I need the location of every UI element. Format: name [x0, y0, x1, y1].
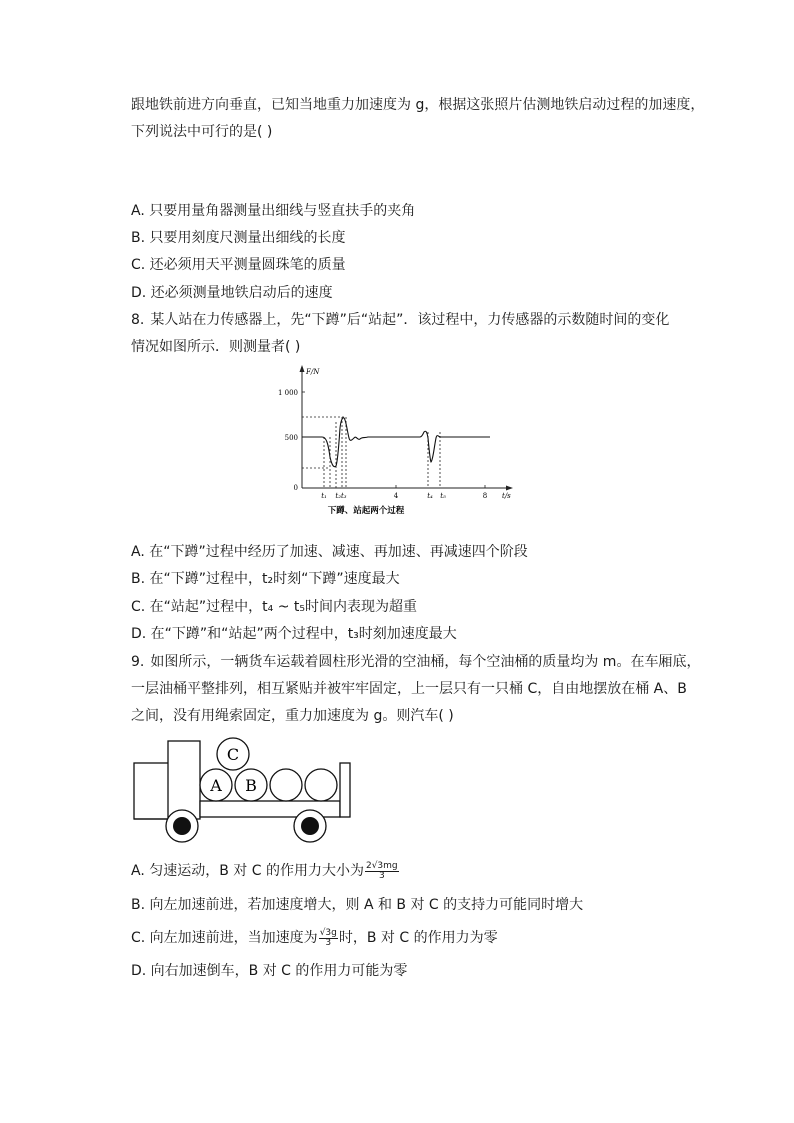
x-tick-t1: t₁: [321, 492, 327, 500]
q9-question-line3: 之间，没有用绳索固定，重力加速度为 g。则汽车( ): [131, 708, 454, 724]
q7-option-d: D. 还必须测量地铁启动后的速度: [131, 285, 333, 301]
q9-option-c-text1: C. 向左加速前进，当加速度为: [131, 930, 318, 946]
q9-line1: 如图所示，一辆货车运载着圆柱形光滑的空油桶，每个空油桶的质量均为 m。在车厢底，: [150, 654, 701, 670]
x-tick-t5: t₅: [440, 492, 446, 500]
x-axis-label: t/s: [502, 492, 511, 500]
force-time-graph: [277, 362, 520, 522]
q8-option-a: A. 在“下蹲”过程中经历了加速、减速、再加速、再减速四个阶段: [131, 544, 528, 560]
graph-caption: 下蹲、站起两个过程: [327, 506, 405, 516]
q9-question-line2: 一层油桶平整排列，相互紧贴并被牢牢固定，上一层只有一只桶 C，自由地摆放在桶 A、B: [131, 681, 687, 697]
barrel-a-label: A: [210, 776, 222, 795]
barrel-4: [305, 769, 337, 801]
q9-option-c: [131, 928, 498, 948]
q8-number: 8.: [131, 312, 145, 328]
y-axis-arrow: [300, 365, 305, 372]
x-tick-t4: t₄: [427, 492, 433, 500]
q8-question-line1: [131, 310, 669, 330]
q9-question-line1: [131, 652, 700, 672]
q9-option-c-numerator: √3g: [319, 927, 337, 938]
truck-tailgate: [340, 763, 350, 817]
q9-option-c-fraction: [319, 929, 338, 948]
truck-figure: [130, 735, 355, 845]
barrel-3: [270, 769, 302, 801]
y-tick-0: 0: [293, 484, 298, 492]
q7-option-a: A. 只要用量角器测量出细线与竖直扶手的夹角: [131, 203, 416, 219]
q9-option-c-text2: 时，B 对 C 的作用力为零: [338, 930, 498, 946]
q9-option-a-numerator: 2√3mg: [365, 860, 398, 871]
y-tick-500: 500: [284, 434, 298, 442]
q9-option-b: B. 向左加速前进，若加速度增大，则 A 和 B 对 C 的支持力可能同时增大: [131, 897, 584, 913]
x-tick-4: 4: [393, 492, 399, 500]
q8-question-line2: 情况如图所示．则测量者( ): [131, 339, 301, 355]
barrel-b-label: B: [245, 776, 257, 795]
q7-text-line1: 跟地铁前进方向垂直，已知当地重力加速度为 g，根据这张照片估测地铁启动过程的加速度，: [131, 97, 705, 113]
q9-option-c-denominator: 3: [325, 937, 332, 948]
y-axis-label: F/N: [306, 368, 320, 376]
q9-option-a-text: A. 匀速运动，B 对 C 的作用力大小为: [131, 863, 364, 879]
x-tick-t2t3: t₂t₃: [335, 492, 347, 500]
q8-option-b: B. 在“下蹲”过程中，t₂时刻“下蹲”速度最大: [131, 571, 400, 587]
q9-option-a-fraction: [365, 862, 399, 881]
q9-option-a: [131, 861, 400, 881]
y-tick-1000: 1 000: [277, 389, 298, 397]
q7-option-c: C. 还必须用天平测量圆珠笔的质量: [131, 257, 346, 273]
q9-option-a-denominator: 3: [378, 870, 385, 881]
q7-option-b: B. 只要用刻度尺测量出细线的长度: [131, 230, 346, 246]
x-tick-8: 8: [482, 492, 488, 500]
q8-line1: 某人站在力传感器上，先“下蹲”后“站起”．该过程中，力传感器的示数随时间的变化: [150, 312, 670, 328]
truck-cab: [134, 763, 170, 819]
x-axis-arrow: [506, 486, 513, 491]
barrel-c-label: C: [226, 745, 240, 764]
q9-number: 9.: [131, 654, 145, 670]
q9-option-d: D. 向右加速倒车，B 对 C 的作用力可能为零: [131, 963, 408, 979]
q8-option-d: D. 在“下蹲”和“站起”两个过程中，t₃时刻加速度最大: [131, 626, 457, 642]
truck-cab-tall: [168, 741, 200, 819]
q7-text-line2: 下列说法中可行的是( ): [131, 124, 273, 140]
q8-option-c: C. 在“站起”过程中，t₄ ~ t₅时间内表现为超重: [131, 599, 418, 615]
